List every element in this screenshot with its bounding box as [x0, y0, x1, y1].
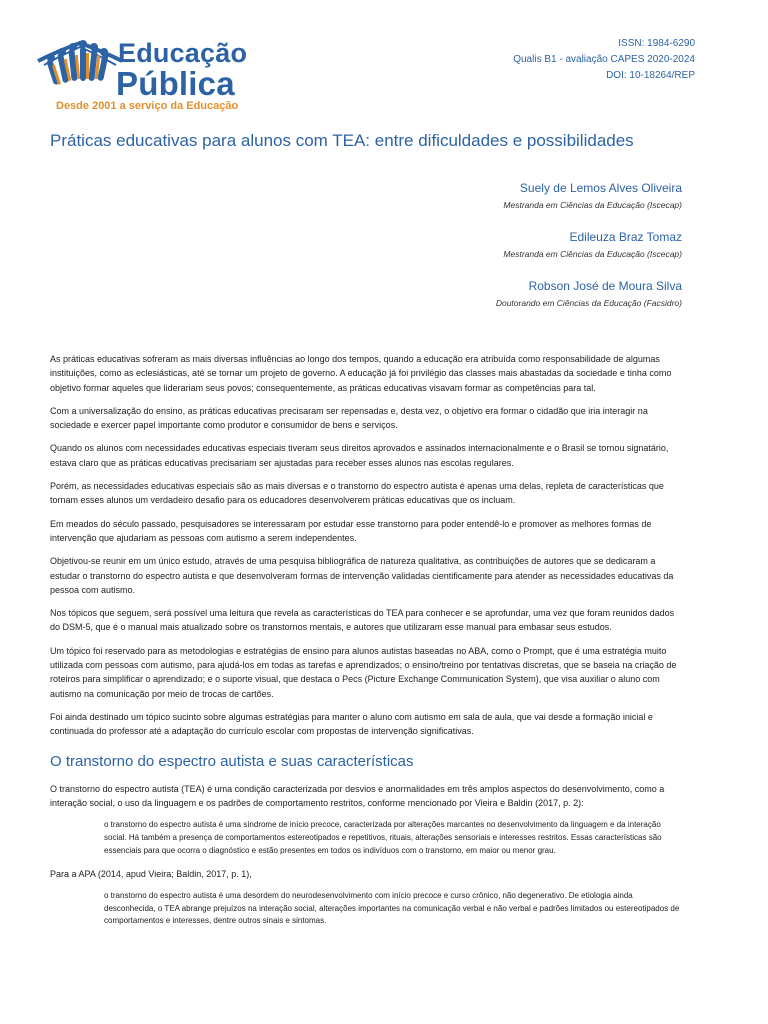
journal-meta: [513, 36, 695, 84]
body-paragraph: Porém, as necessidades educativas especiais são as mais diversas e o transtorno do espectro autista é apenas uma delas, repleta de características que tornam esses alunos um verdadeiro desafio para os educadores desenvolverem práticas educativas que os incluam.: [50, 481, 664, 506]
author-affiliation: Doutorando em Ciências da Educação (Facsidro): [495, 298, 682, 308]
author-name: Suely de Lemos Alves Oliveira: [519, 181, 682, 195]
body-paragraph: Com a universalização do ensino, as práticas educativas precisaram ser repensadas e, desta vez, o objetivo era formar o cidadão que iria interagir na sociedade e exercer papel importante como produtor e consumidor de bens e serviços.: [50, 405, 648, 431]
author-affiliation: Mestranda em Ciências da Educação (Iscecap): [503, 200, 682, 210]
article-title: Práticas educativas para alunos com TEA: entre dificuldades e possibilidades: [50, 131, 634, 150]
author-item: [496, 180, 682, 214]
qualis-text: Qualis B1 - avaliação CAPES 2020-2024: [513, 54, 695, 65]
author-item: [496, 278, 682, 312]
logo-word-publica: Pública: [116, 65, 235, 102]
author-item: [496, 229, 682, 263]
logo-tagline: Desde 2001 a serviço da Educação: [56, 100, 239, 112]
author-name: Robson José de Moura Silva: [528, 279, 682, 293]
body-paragraph: Objetivou-se reunir em um único estudo, através de uma pesquisa bibliográfica de natureza qualitativa, as contribuições de autores que se dedicaram a estudar o transtorno do espectro autista e que desenvolveram formas de intervenção validadas cientificamente para atender as necessidades educativas da pessoa com autismo.: [50, 556, 674, 595]
article-body: [50, 352, 682, 937]
author-affiliation: Mestranda em Ciências da Educação (Iscecap): [503, 249, 682, 259]
body-paragraph: Foi ainda destinado um tópico sucinto sobre algumas estratégias para manter o aluno com autismo em sala de aula, que vai desde a formação inicial e continuada do professor até a adaptação do currículo escolar com propostas de intervenção significativas.: [50, 711, 653, 737]
body-paragraph: As práticas educativas sofreram as mais diversas influências ao longo dos tempos, quando a educação era atribuída como responsabilidade de algumas instituições, como as eclesiásticas, até se tornar um projeto de governo. A educação já foi privilégio das classes mais abastadas da sociedade e tinha como objetivo formar aqueles que liderariam seus povos; consequentemente, as práticas educativas visavam formar as competências para tal.: [50, 354, 672, 393]
body-paragraph: Para a APA (2014, apud Vieira; Baldin, 2017, p. 1),: [50, 868, 252, 879]
body-paragraph: Em meados do século passado, pesquisadores se interessaram por estudar esse transtorno para poder entendê-lo e promover as melhores formas de intervenção que ajudariam as pessoas com autismo a serem independentes.: [50, 518, 652, 543]
block-quote: o transtorno do espectro autista é uma síndrome de início precoce, caracterizada por alterações marcantes no desenvolvimento da linguagem e da interação social. Há também a presença de comportamentos estereotipados e repetitivos, rituais, alterações sensoriais e interesses restritos. Essas características são essenciais para que ocorra o diagnóstico e estão presentes em todos os indivíduos com o transtorno, em maior ou menor grau.: [104, 820, 662, 855]
author-list: [496, 180, 682, 327]
body-paragraph: Nos tópicos que seguem, será possível uma leitura que revela as características do TEA para conhecer e se aprofundar, uma vez que foram reunidos dados do DSM-5, que é o manual mais atualizado sobre os transtornos mentais, e autores que utilizaram esse manual para embasar seus estudos.: [50, 608, 675, 633]
logo-word-educacao: Educação: [118, 38, 248, 68]
doi-text: DOI: 10-18264/REP: [606, 70, 695, 81]
body-paragraph: Quando os alunos com necessidades educativas especiais tiveram seus direitos aprovados e assinados internacionalmente e o Brasil se tornou signatário, estava claro que as práticas educativas precisariam ser ajustadas para receber esses alunos nas escolas regulares.: [50, 443, 669, 468]
block-quote: o transtorno do espectro autista é uma desordem do neurodesenvolvimento com início precoce e curso crônico, não degenerativo. De etiologia ainda desconhecida, o TEA abrange prejuízos na interação social, alterações importantes na comunicação verbal e não verbal e padrões limitados ou estereotipados de comportamentos e interesses, dentre outros sinais e sintomas.: [104, 890, 680, 926]
issn-text: ISSN: 1984-6290: [618, 38, 695, 49]
body-paragraph: O transtorno do espectro autista (TEA) é uma condição caracterizada por desvios e anormalidades em três amplos aspectos do desenvolvimento, como a interação social, o uso da linguagem e os padrões de comportamento restritos, conforme mencionado por Vieira e Baldin (2017, p. 2):: [50, 783, 665, 808]
section-heading: O transtorno do espectro autista e suas características: [50, 752, 414, 770]
body-paragraph: Um tópico foi reservado para as metodologias e estratégias de ensino para alunos autistas baseadas no ABA, como o Prompt, que é uma estratégia muito utilizada com pessoas com autismo, para ajudá-los em todas as tarefas e aprendizados; o ensino/treino por tentativas discretas, que se baseia na criação de roteiros para simplificar o aprendizado; e o suporte visual, que destaca o Pecs (Picture Exchange Communication System), que visa auxiliar o aluno com autismo na comunicação por meio de trocas de cartões.: [50, 645, 677, 699]
site-logo[interactable]: [36, 35, 266, 115]
book-people-icon: [36, 35, 126, 97]
author-name: Edileuza Braz Tomaz: [569, 230, 682, 244]
